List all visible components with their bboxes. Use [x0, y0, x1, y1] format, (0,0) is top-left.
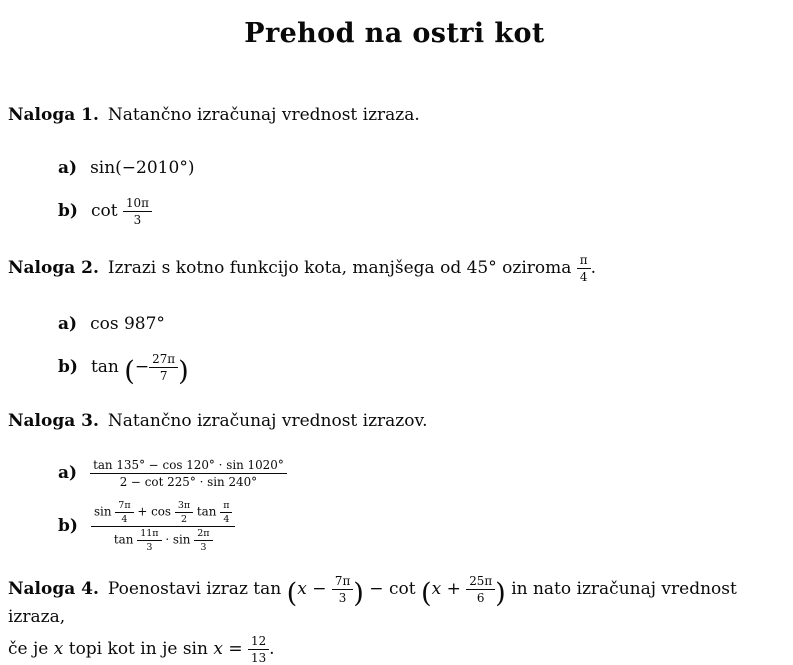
- fraction: [175, 500, 193, 525]
- plus-sign: +: [446, 578, 461, 599]
- variable-x: x: [213, 639, 223, 660]
- problem-4-line-2: [8, 634, 781, 665]
- fraction: [149, 352, 178, 383]
- problem-4-line-1: [8, 574, 781, 631]
- left-paren: (: [286, 577, 298, 609]
- function-name: tan: [90, 356, 119, 377]
- fraction-numerator: π: [223, 499, 230, 511]
- problem-4-label: Naloga 4.: [8, 578, 99, 599]
- fraction-numerator: 11π: [140, 528, 159, 540]
- fraction-denominator: 3: [123, 211, 152, 227]
- fraction: [194, 528, 212, 553]
- fraction: [137, 528, 161, 553]
- fraction-denominator: 2: [175, 512, 193, 525]
- function-name: cot: [90, 200, 118, 221]
- fraction-numerator: 27π: [152, 351, 176, 366]
- fraction-numerator: 3π: [177, 499, 191, 511]
- fraction-denominator: 4: [115, 512, 133, 525]
- fraction-numerator: 7π: [118, 499, 131, 511]
- variable-x: x: [297, 578, 307, 599]
- problem-4-statement: topi kot in je sin: [68, 639, 208, 660]
- function-name: sin: [93, 504, 112, 519]
- problem-1-item-a: [58, 158, 781, 178]
- problem-2-statement: Izrazi s kotno funkcijo kota, manjšega od 45° oziroma: [107, 257, 572, 278]
- left-paren: (: [420, 577, 432, 609]
- fraction-numerator: [91, 500, 236, 526]
- minus-sign: −: [312, 578, 327, 599]
- problem-4: [8, 574, 781, 665]
- equals-sign: =: [228, 639, 243, 660]
- problem-1-statement: Natančno izračunaj vrednost izraza.: [107, 105, 420, 125]
- function-name: tan: [196, 504, 217, 519]
- problem-2-heading: [8, 253, 781, 284]
- fraction: [115, 500, 133, 525]
- fraction-denominator: [91, 526, 236, 553]
- problem-3-item-b: [58, 500, 781, 554]
- problem-1: [8, 103, 781, 227]
- math-expression: [90, 351, 189, 388]
- right-paren: ): [178, 356, 189, 388]
- left-paren: (: [124, 356, 135, 388]
- function-name: tan: [113, 532, 134, 547]
- math-expression: [90, 314, 165, 334]
- item-marker: b): [58, 356, 78, 377]
- fraction-numerator: π: [579, 252, 588, 267]
- problem-3-heading: [8, 409, 781, 434]
- problem-2: [8, 252, 781, 388]
- fraction-numerator: 7π: [334, 573, 351, 588]
- fraction-denominator: 3: [194, 540, 212, 553]
- operator-text: − cot: [369, 578, 416, 599]
- fraction-numerator: 10π: [125, 195, 149, 210]
- fraction: [332, 574, 353, 605]
- problem-1-item-b: [58, 196, 781, 227]
- right-paren: ): [353, 577, 364, 609]
- expression-text: sin(−2010°): [90, 157, 195, 178]
- fraction-numerator: 2π: [197, 528, 210, 540]
- item-marker: b): [58, 516, 78, 537]
- fraction-denominator: 7: [149, 367, 178, 383]
- problem-4-statement-cont: in nato izračunaj vrednost izraza,: [8, 578, 737, 627]
- fraction-denominator: 6: [466, 589, 495, 605]
- fraction-denominator: 3: [332, 589, 353, 605]
- fraction-numerator: 12: [251, 634, 267, 649]
- fraction-numerator: 25π: [469, 573, 493, 588]
- problem-4-statement: Poenostavi izraz tan: [107, 578, 282, 599]
- fraction-denominator: 13: [248, 649, 269, 665]
- right-paren: ): [495, 577, 506, 609]
- problem-2-item-b: [58, 351, 781, 388]
- item-marker: a): [58, 157, 78, 178]
- period: .: [269, 639, 275, 660]
- problem-1-heading: [8, 103, 781, 128]
- fraction: [91, 500, 236, 554]
- problem-4-statement: če je: [8, 639, 49, 660]
- operator-text: + cos: [137, 504, 172, 519]
- math-expression: [90, 158, 194, 178]
- fraction-denominator: 4: [577, 268, 591, 284]
- item-marker: b): [58, 200, 78, 221]
- problem-3-statement: Natančno izračunaj vrednost izrazov.: [107, 410, 428, 431]
- fraction: [123, 196, 152, 227]
- fraction: [466, 574, 495, 605]
- item-marker: a): [58, 313, 78, 334]
- fraction-denominator: 3: [137, 540, 161, 553]
- fraction: [220, 500, 232, 525]
- page-title: Prehod na ostri kot: [244, 18, 545, 49]
- math-expression: [90, 458, 287, 489]
- operator-text: · sin: [165, 532, 191, 547]
- fraction: [248, 634, 269, 665]
- fraction: [577, 253, 591, 284]
- math-expression: [91, 196, 152, 227]
- problem-2-statement-end: .: [590, 257, 597, 278]
- variable-x: x: [431, 578, 442, 599]
- expression-text: cos 987°: [90, 313, 165, 334]
- problem-3-label: Naloga 3.: [8, 410, 99, 431]
- problem-2-label: Naloga 2.: [8, 257, 99, 278]
- fraction: [90, 458, 287, 489]
- item-marker: a): [58, 462, 78, 483]
- problem-3: [8, 409, 781, 554]
- fraction-numerator: tan 135° − cos 120° · sin 1020°: [93, 457, 284, 472]
- problem-1-label: Naloga 1.: [8, 105, 99, 125]
- variable-x: x: [53, 639, 64, 660]
- minus-sign: −: [134, 356, 150, 377]
- problem-2-item-a: [58, 314, 781, 334]
- problem-3-item-a: [58, 458, 781, 489]
- fraction-denominator: 4: [220, 512, 232, 525]
- math-expression: [91, 500, 236, 554]
- fraction-denominator: 2 − cot 225° · sin 240°: [90, 473, 287, 489]
